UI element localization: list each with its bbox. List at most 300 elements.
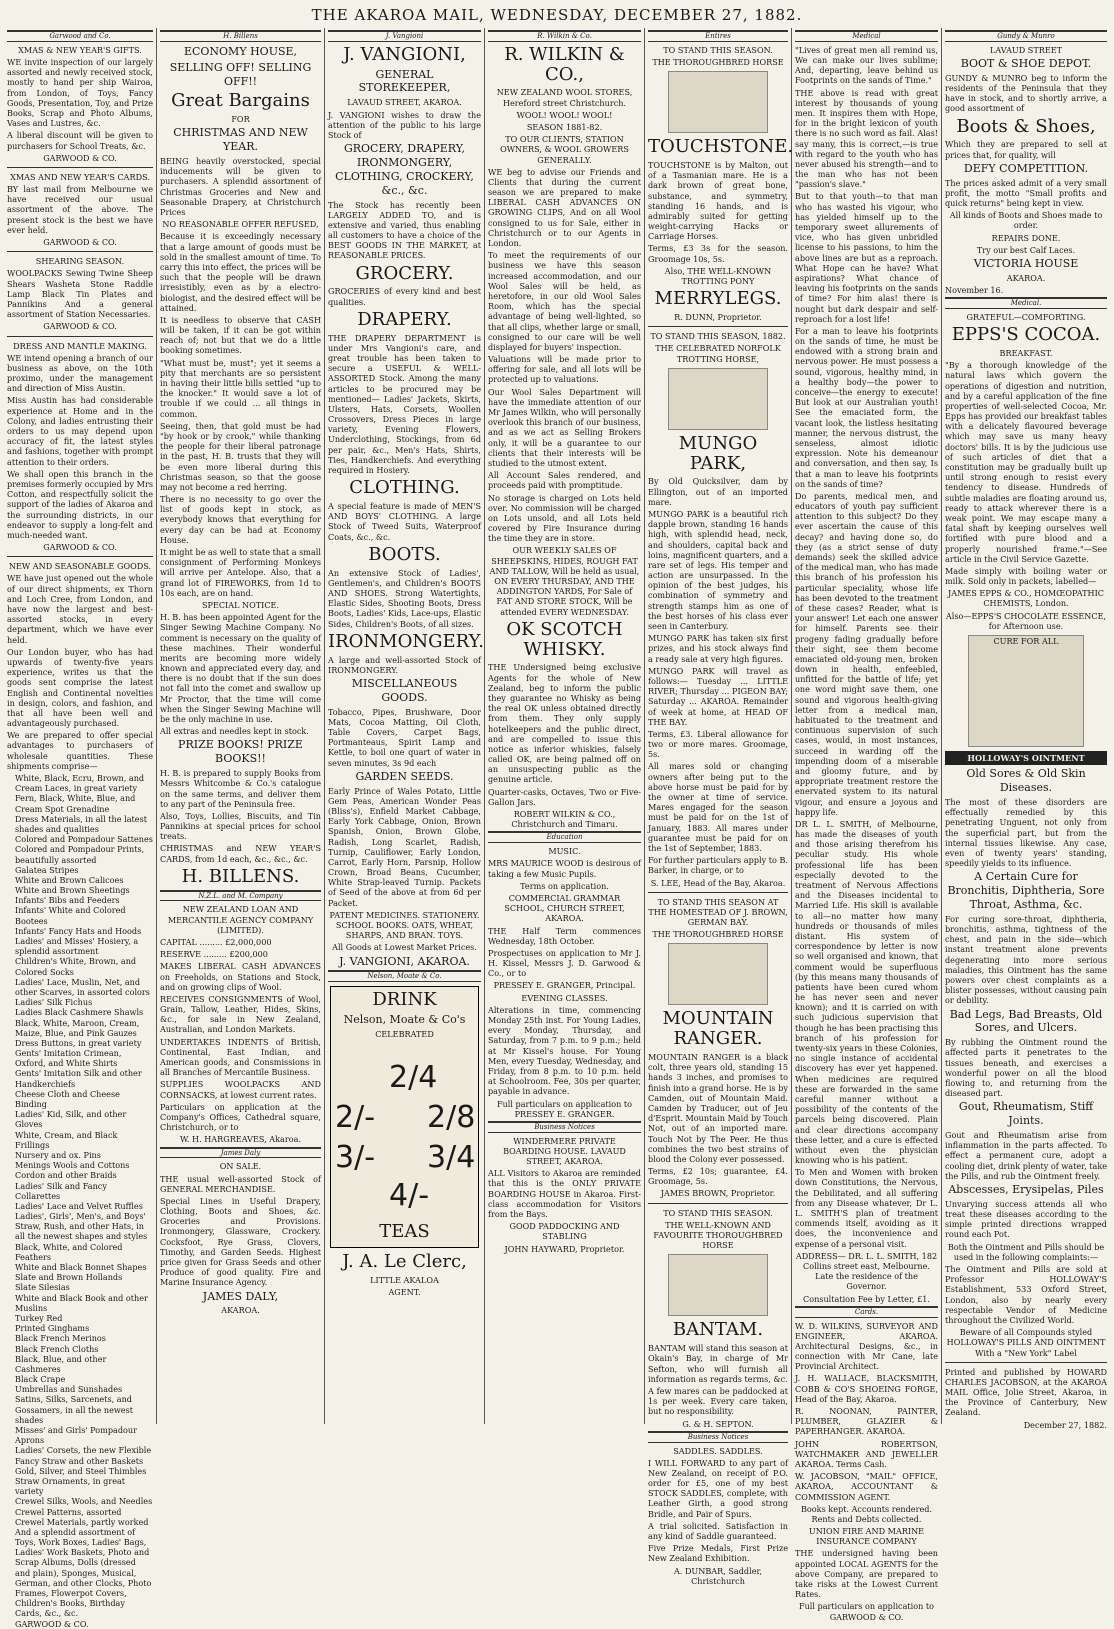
ad-heading: TO OUR CLIENTS, STATION OWNERS, & WOOL GROWERS GENERALLY.	[500, 134, 629, 165]
ad-text: REPAIRS DONE.	[991, 232, 1061, 243]
ad-display-title: DRINK	[372, 989, 437, 1011]
goods-list-item: Infants' Bibs and Feeders	[15, 895, 120, 906]
ad-text: NEW ZEALAND WOOL STORES, Hereford street Christchurch.	[496, 87, 633, 108]
ad-text: AKAROA.	[1006, 272, 1046, 283]
ad-heading: SEASON 1881-82.	[526, 121, 603, 132]
ad-heading: THE THOROUGHBRED HORSE	[652, 929, 784, 940]
column-header: Nelson, Moate & Co.	[328, 970, 481, 982]
ad-text: No storage is charged on Lots held over. No commission will be charged on Lots unsold, and all Lots held covered by Fire Insurance during the time they are in store.	[488, 492, 641, 544]
goods-list-item: Black Crape	[15, 1374, 66, 1385]
ad-signature: Full particulars on application to PRESSEY E. GRANGER.	[496, 1098, 633, 1119]
ad-signature: GARWOOD & CO.	[43, 542, 117, 553]
goods-list-item: White and Brown Sheetings	[15, 885, 130, 896]
ad-text: It is needless to observe that CASH will be taken, if it can be got within reach of; not but that we do a little booking sometimes.	[160, 314, 321, 356]
ad-text: LITTLE AKALOA	[370, 1275, 439, 1286]
ad-display-title: EPPS'S COCOA.	[951, 324, 1101, 346]
ad-heading: NEW AND SEASONABLE GOODS.	[8, 561, 152, 572]
ad-text: BEING heavily overstocked, special inducements will be given to purchasers. A splendid assortment of Christmas Groceries and New and Seasonable Drapery, at Christchurch Prices	[160, 156, 321, 218]
ad-text: Made simply with boiling water or milk. Sold only in packets, labelled—	[945, 565, 1107, 587]
ad-display-title: DRAPERY.	[357, 308, 452, 330]
ad-display-title: Great Bargains	[171, 90, 310, 112]
ad-text: The Ointment and Pills are sold at Professor HOLLOWAY'S Establishment, 533 Oxford Street, London, also by nearly every respectable Vendor of Medicine throughout the Civilized World.	[945, 1264, 1107, 1325]
goods-list-item: Infants' White and Colored Bootees	[15, 905, 126, 926]
masthead-title: THE AKAROA MAIL, WEDNESDAY, DECEMBER 27, 1882.	[311, 6, 803, 24]
ad-text: UNDERTAKES INDENTS of British, Continental, East Indian, and American goods, and Consmissions in all Branches of Mercantile Business.	[160, 1036, 321, 1078]
ad-heading: Gout, Rheumatism, Stiff Joints.	[958, 1100, 1094, 1128]
ad-heading: EVENING CLASSES.	[521, 992, 608, 1003]
ad-heading: GARDEN SEEDS.	[355, 769, 454, 783]
ad-text: THE Half Term commences Wednesday, 18th October.	[488, 925, 641, 946]
ad-text: Terms, £3 3s for the season. Groomage 10s, 5s.	[648, 243, 788, 264]
masthead	[0, 6, 1114, 24]
ad-heading: LAVAUD STREET	[989, 44, 1063, 55]
ad-heading: DRESS AND MANTLE MAKING.	[13, 340, 147, 351]
goods-list-item: Black, White, Maroon, Cream, Maize, Blue, and Pink Gauzes	[15, 1017, 140, 1038]
ad-heading: GROCERY, DRAPERY, IRONMONGERY, CLOTHING, CROCKERY, &c., &c.	[335, 142, 474, 197]
goods-list-item: Gold, Silver, and Steel Thimbles	[15, 1465, 147, 1476]
ad-text: ALL Visitors to Akaroa are reminded that this is the ONLY PRIVATE BOARDING HOUSE in Akaroa. First-class accommodation for Visitors from the Bays.	[488, 1168, 641, 1219]
goods-list-item: And a splendid assortment of Toys, Work Boxes, Ladies' Bags, Ladies' Work Baskets, Photo and Scrap Albums, Dolls (dressed and plain), Sponges, Musical, German, and other Clocks, Photo Frames, Flowerpot Covers, Children's Books, Birthday Cards, &c., &c.	[15, 1526, 152, 1619]
tea-price: 2/8	[427, 1100, 476, 1136]
ad-text: Do parents, medical men, and educators of youth pay sufficient attention to this subject? Do they ever ascertain the cause of this decay? and having done so, do they (as a strict sense of duty demands) seek the skilled advice of the medical man, who has made this branch of his profession his particular speciality, whose life has been devoted to the treatment of these cases? Reader, what is your answer! Let each one answer for himself. Parents see their progeny fading gradually before their sight, see them become emaciated old-young men, broken down in health, enfeebled, unfitted for the battle of life; yet one word might save them, one sound and vigorous health-giving letter from a medical man, habituated to the treatment and continuous supervision of such cases, would, in most instances, succeed in warding off the impending doom of a miserable and gloomy future, and by appropriate treatment restore the enervated system to its natural vigour, and ensure a joyous and happy life.	[795, 490, 938, 817]
ad-heading: PRIZE BOOKS! PRIZE BOOKS!!	[178, 738, 303, 766]
ad-text: An extensive Stock of Ladies', Gentlemen's, and Children's BOOTS AND SHOES. Strong Watertights, Elastic Sides, Shooting Boots, Dress Boots, Ladies' Kids, Lace-ups, Elastic Sides, Children's Boots, of all sizes.	[328, 567, 481, 629]
horse-engraving	[668, 1254, 768, 1316]
ad-text: "By a thorough knowledge of the natural laws which govern the operations of digestion and nutrition, and by a careful application of the fine properties of well-selected Cocoa, Mr. Epps has provided our breakfast tables with a delicately flavoured beverage which may save us many heavy doctors' bills. It is by the judicious use of such articles of diet that a constitution may be gradually built up until strong enough to resist every tendency to disease. Hundreds of subtle maladies are floating around us, ready to attack wherever there is a weak point. We may escape many a fatal shaft by keeping ourselves well fortified with pure blood and a properly nourished frame."—See article in the Civil Service Gazette.	[945, 360, 1107, 564]
ad-text: PATENT MEDICINES. STATIONERY. SCHOOL BOOKS. OATS, WHEAT, SHARPS, AND BRAN. TOYS.	[329, 909, 480, 941]
ad-heading: MISCELLANEOUS GOODS.	[351, 676, 458, 704]
goods-list-item: Black, Blue, and other Cashmeres	[15, 1353, 107, 1374]
column-header: Business Notices	[648, 1431, 788, 1443]
ad-heading: ECONOMY HOUSE,	[183, 44, 298, 58]
ad-text: To meet the requirements of our business we have this season increased accommodation, and our Wool Sales will be held, as heretofore, in our old Wool Sales Room, which has the special advantage of being well-lighted, so that all clips, whether large or small, consigned to our care will be well displayed for buyers' inspection.	[488, 250, 641, 352]
column-header: Garwood and Co.	[7, 30, 153, 42]
ad-text: A large and well-assorted Stock of IRONMONGERY.	[328, 654, 481, 675]
column-header: Business Notices	[488, 1121, 641, 1133]
ad-display-title: R. WILKIN & CO.,	[504, 43, 625, 85]
ad-text: Which they are prepared to sell at prices that, for quality, will	[945, 139, 1107, 160]
ad-text: All kinds of Boots and Shoes made to order.	[949, 210, 1103, 231]
goods-list-item: Misses' and Girls' Pompadour Aprons	[15, 1425, 137, 1446]
ad-text: MUNGO PARK is a beautiful rich dapple brown, standing 16 hands high, with splendid head, neck, and shoulders, capital back and loins, magnificent quarters, and a rare set of legs. His temper and action are unsurpassed. In the opinion of the best judges, his combination of symmetry and strength stamps him as one of the best horses of his class ever seen in Canterbury.	[648, 508, 788, 631]
goods-list-item: Turkey Red	[15, 1312, 63, 1323]
ad-text: Terms, £2 10s; guarantee, £4. Groomage, 5s.	[648, 1166, 788, 1187]
ad-display-title: BOOTS.	[368, 543, 441, 565]
ad-text: RESERVE ......... £200,000	[160, 949, 268, 960]
column-header: James Daly	[160, 1147, 321, 1159]
column-header: J. Vangioni	[328, 30, 481, 42]
ad-signature: JAMES BROWN, Proprietor.	[660, 1188, 776, 1199]
ad-signature: R. DUNN, Proprietor.	[674, 312, 762, 323]
ad-text: WE beg to advise our Friends and Clients that during the current season we are prepared to make LIBERAL CASH ADVANCES ON GROWING CLIPS, And on all Wool consigned to us for Sale, either in Christchurch or to our Agents in London.	[488, 166, 641, 249]
ad-signature: W. H. HARGREAVES, Akaroa.	[179, 1134, 302, 1145]
ad-text: SUPPLIES WOOLPACKS AND CORNSACKS, at lowest current rates.	[160, 1079, 321, 1100]
ad-signature: G. & H. SEPTON.	[682, 1418, 754, 1429]
ad-text: Five Prize Medals, First Prize New Zealand Exhibition.	[648, 1543, 788, 1564]
ad-text: For further particulars apply to B. Barker, in charge, or to	[648, 855, 788, 876]
goods-list-item: White, Cream, and Black Frillings	[15, 1129, 118, 1150]
ad-text: Special Lines in Useful Drapery, Clothing, Boots and Shoes, &c. Groceries and Provisions. Ironmongery, Glassware, Crockery. Cocksfoot, Rye Grass, Clovers, Timothy, and Garden Seeds. Highest price given for Grass Seeds and other Produce of good quality. Fire and Marine Insurance Agency.	[160, 1195, 321, 1288]
ad-text: AGENT.	[388, 1287, 421, 1298]
ad-heading: GENERAL STOREKEEPER,	[358, 67, 451, 95]
horse-engraving	[668, 368, 768, 430]
ad-signature: J. VANGIONI, AKAROA.	[339, 954, 470, 968]
ad-text: A few mares can be paddocked at 1s per week. Every care taken, but no responsibility.	[648, 1385, 788, 1417]
ad-text: Consultation Fee by Letter, £1.	[803, 1293, 930, 1304]
ad-heading: VICTORIA HOUSE	[973, 256, 1079, 270]
goods-list-item: Printed Ginghams	[15, 1323, 90, 1334]
ad-text: Valuations will be made prior to offering for sale, and all lots will be protected up to valuations.	[488, 354, 641, 385]
ad-text: H. B. is prepared to supply Books from Messrs Whitcombe & Co.'s catalogue on the same terms, and deliver them to any part of the Peninsula free.	[160, 768, 321, 809]
ad-signature: GARWOOD & CO.	[43, 152, 117, 163]
ad-heading: THE CELEBRATED NORFOLK TROTTING HORSE,	[655, 343, 781, 364]
ad-signature: AKAROA.	[221, 1305, 260, 1316]
ad-text: Early Prince of Wales Potato, Little Gem Peas, American Wonder Peas (Bliss's), Enfield Market Cabbage, Early York Cabbage, Onion, Brown Spanish, Onion, Brown Globe, Radish, Long Scarlet, Radish, Turnip, Cauliflower, Early London, Carrot, Early Horn, Parsnip, Hollow Crown, Broad Beans, Cucumber, White Strap-leaved Turnip. Packets of Seed of the above at from 6d per Packet.	[328, 785, 481, 908]
ad-display-title: J. VANGIONI,	[343, 43, 466, 65]
column-1	[4, 28, 157, 1629]
ad-heading: NO REASONABLE OFFER REFUSED,	[162, 219, 319, 230]
ad-text: JAMES EPPS & CO., HOMŒOPATHIC CHEMISTS, London.	[948, 588, 1104, 609]
ad-text: A trial solicited. Satisfaction in any kind of Saddle guaranteed.	[648, 1520, 788, 1542]
goods-list-item: Children's White, Brown, and Colored Socks	[15, 956, 137, 977]
ad-signature: PRESSEY E. GRANGER, Principal.	[493, 980, 636, 991]
ad-heading: Abscesses, Erysipelas, Piles	[948, 1183, 1104, 1197]
divider	[945, 1362, 1107, 1363]
ad-text: Beware of all Compounds styled HOLLOWAY'S PILLS AND OINTMENT With a "New York" Label	[946, 1327, 1106, 1358]
goods-list-item: Ladies' Silk and Fancy Collarettes	[15, 1180, 107, 1201]
ad-text: To Men and Women with broken down Constitutions, the Nervous, the Debilitated, and all suffering from any Disease whatever, Dr L. L. SMITH'S plan of treatment commends itself, avoiding as it does, the inconvenience and expense of a personal visit.	[795, 1167, 938, 1249]
ad-text: J. H. WALLACE, BLACKSMITH, COBB & CO'S SHOEING FORGE, Head of the Bay, Akaroa.	[795, 1373, 938, 1404]
ad-heading: WINDERMERE PRIVATE BOARDING HOUSE. LAVAUD STREET, AKAROA.	[503, 1135, 626, 1167]
ad-heading: XMAS AND NEW YEAR'S CARDS.	[10, 171, 150, 182]
goods-list-item: White and Brown Calicoes	[15, 874, 124, 885]
ad-text: BY last mail from Melbourne we have received our usual assortment of the above. The present stock is the best we have ever held.	[7, 184, 153, 235]
ad-text: I WILL FORWARD to any part of New Zealand, on receipt of P.O. order for £5, one of my best STOCK SADDLES, complete, with Leather Girth, a good strong Bridle, and Pair of Spurs.	[648, 1457, 788, 1519]
column-header: Cards.	[795, 1306, 938, 1318]
ad-text: WE have just opened out the whole of our direct shipments, ex Thorn and Loch Cree, from London, and have now the largest and best-assorted stocks, in every department, which we have ever held.	[7, 573, 153, 645]
divider	[648, 326, 788, 327]
ad-text: WE invite inspection of our largely assorted and newly received stock, mostly to hand per ship Wairoa, from London, of Toys, Fancy Goods, Presentation, Toy, and Prize Books, Scrap and Photo Albums, Vases and Lustres, &c.	[7, 57, 153, 129]
ad-text: Also—EPPS'S CHOCOLATE ESSENCE, for Afternoon use.	[945, 610, 1107, 631]
goods-list-item: Slate Silesias	[15, 1282, 70, 1293]
ad-display-title: H. BILLENS.	[181, 865, 300, 887]
ad-heading: NEW ZEALAND LOAN AND MERCANTILE AGENCY COMPANY (LIMITED).	[167, 904, 314, 935]
ad-heading: THE THOROUGHBRED HORSE	[652, 57, 784, 67]
goods-list-item: Ladies' and Misses' Hosiery, a splendid assortment	[15, 936, 139, 957]
ad-display-title: IRONMONGERY.	[328, 630, 484, 652]
goods-list-item: White and Black Book and other Muslins	[15, 1292, 148, 1313]
ad-text: Terms, £3. Liberal allowance for two or more mares. Groomage, 5s.	[648, 728, 788, 760]
ad-text: JOHN ROBERTSON, WATCHMAKER AND JEWELLER AKAROA. Terms Cash.	[795, 1438, 938, 1469]
goods-list	[7, 773, 153, 1629]
ad-text: November 16.	[945, 285, 1004, 295]
ad-signature: Full particulars on application to GARWOOD & CO.	[798, 1601, 935, 1622]
ad-signature: A. DUNBAR, Saddler, Christchurch	[673, 1565, 763, 1586]
column-7	[942, 28, 1110, 1430]
goods-list-item: Black French Cloths	[15, 1343, 99, 1354]
ad-text: ADDRESS— DR. L. L. SMITH, 182 Collins street east, Melbourne. Late the residence of the Governor.	[795, 1250, 938, 1292]
goods-list-item: Crewel Materials, partly worked	[15, 1516, 149, 1527]
ad-text: Tobacco, Pipes, Brushware, Door Mats, Cocoa Matting, Oil Cloth, Table Covers, Carpet Bags, Portmanteaus, Spirit Lamp and Kettle, to boil one quart of water in seven minutes, 3s 9d each	[328, 706, 481, 768]
ad-text: CHRISTMAS and NEW YEAR'S CARDS, from 1d each, &c., &c., &c.	[160, 843, 321, 864]
divider	[7, 167, 153, 168]
ad-text: THE Undersigned being exclusive Agents for the whole of New Zealand, beg to inform the public they guarantee no Whisky as being the real OK unless obtained directly from them. They only supply hotelkeepers and the public direct, and are compelled to issue this notice as inferior whiskies, falsely called OK, are being palmed off on an unsuspecting public as the genuine article.	[488, 662, 641, 785]
ad-text: By Old Quicksilver, dam by Ellington, out of an imported mare.	[648, 476, 788, 507]
ad-text: J. VANGIONI wishes to draw the attention of the public to his large Stock of	[328, 109, 481, 140]
ad-text: THE DRAPERY DEPARTMENT is under Mrs Vangioni's care, and great trouble has been taken to secure a USEFUL & WELL-ASSORTED Stock. Among the many articles to be procured may be mentioned— Ladies' Jackets, Skirts, Ulsters, Hats, Corsets, Woollen Crossovers, Dress Pieces in large variety, Evening Flowers, Underclothing, Stockings, from 6d per pair, &c., Men's Hats, Shirts, Ties, Handkerchiefs. And everything required in Hosiery.	[328, 332, 481, 476]
ad-text: W. D. WILKINS, SURVEYOR AND ENGINEER, AKAROA. Architectural Designs, &c., in connection with Mr Cane, late Provincial Architect.	[795, 1320, 938, 1372]
ad-heading: Old Sores & Old Skin Diseases.	[966, 767, 1086, 795]
ad-display-title: MUNGO PARK,	[678, 432, 758, 474]
tea-advert	[330, 986, 479, 1248]
ad-text: But to that youth—to that man who has wasted his vigour, who has yielded himself up to the temporary sweet allurements of vice, who has given unbridled license to his passions, to him the above lines are but as a reproach. What Hope can he have? What aspirations? What chance of leaving his footprints on the sands of time? For him alas! there is nought but dark despair and self-reproach for a lost life!	[795, 191, 938, 324]
goods-list-item: Cordon and other Braids	[15, 1170, 117, 1181]
ad-text: MUNGO PARK has taken six first prizes, and his stock always find a ready sale at very high figures.	[648, 633, 788, 664]
ad-heading: UNION FIRE AND MARINE INSURANCE COMPANY	[808, 1526, 925, 1547]
ad-text: Quarter-casks, Octaves, Two or Five-Gallon Jars.	[488, 786, 641, 807]
ad-display-title: BANTAM.	[672, 1319, 764, 1341]
goods-list-item: Umbrellas and Sunshades	[15, 1384, 123, 1395]
ad-heading: Bad Legs, Bad Breasts, Old Sores, and Ulcers.	[949, 1007, 1103, 1035]
column-3	[325, 28, 485, 1424]
ad-text: The Stock has recently been LARGELY ADDED TO, and is extensive and varied, thus enabling all customers to have a choice of the BEST GOODS IN THE MARKET, at REASONABLE PRICES.	[328, 199, 481, 261]
goods-list-item: Ladies Black Cashmere Shawls	[15, 1007, 144, 1018]
ad-text: All mares sold or changing owners after being put to the above horse must be paid for by the owner at time of service. Mares engaged for the season must be paid for on the 1st of January, 1883. All mares under guarantee must be paid for on the 1st of September, 1883.	[648, 761, 788, 853]
ad-text: A special feature is made of MEN'S AND BOYS' CLOTHING. A large Stock of Tweed Suits, Waterproof Coats, &c., &c.	[328, 501, 481, 542]
ad-heading: Nelson, Moate & Co's	[343, 1013, 466, 1027]
ad-heading: MUSIC.	[548, 846, 581, 857]
ad-text: MRS MAURICE WOOD is desirous of taking a few Music Pupils.	[488, 858, 641, 879]
ad-text: Alterations in time, commencing Monday 25th inst. For Young Ladies, every Monday, Thursday, and Saturday, from 7 p.m. to 9 p.m.; held at Mr Kissel's house. For Young Men, every Tuesday, Wednesday, and Friday, from 8 p.m. to 10 p.m. held at Schoolroom. Fee, 30s per quarter, payable in advance.	[488, 1004, 641, 1097]
ad-signature: JOHN HAYWARD, Proprietor.	[504, 1243, 625, 1254]
tea-price: 4/-	[389, 1178, 430, 1214]
ad-signature: ROBERT WILKIN & CO., Christchurch and Timaru.	[511, 809, 618, 830]
ad-heading: COMMERCIAL GRAMMAR SCHOOL, CHURCH STREET, AKAROA.	[504, 892, 625, 924]
ad-text: W. JACOBSON, "MAIL" OFFICE, AKAROA, ACCOUNTANT & COMMISSION AGENT.	[795, 1471, 938, 1502]
ad-text: Terms on application.	[520, 880, 609, 891]
ad-text: BANTAM will stand this season at Okain's Bay, in charge of Mr Sefton, who will furnish all information as regards terms, &c.	[648, 1343, 788, 1384]
goods-list-item: Black, White, and Colored Feathers	[15, 1241, 123, 1262]
imprint: Printed and published by HOWARD CHARLES JACOBSON, at the AKAROA MAIL Office, Jolie Street, Akaroa, in the Province of Canterbury, New Zealand.	[945, 1366, 1107, 1418]
ad-text: GUNDY & MUNRO beg to inform the residents of the Peninsula that they have in stock, and to shortly arrive, a good assortment of	[945, 72, 1107, 114]
ad-text: "What must be, must"; yet it seems a pity that merchants are so persistent in having their little bills settled "up to the knocker." It would save a lot of trouble if we could ... all things in common.	[160, 357, 321, 419]
column-header: Medical	[795, 30, 938, 42]
ad-text: The most of these disorders are effectually remedied by this penetrating Unguent, not only from the superficial part, but from the internal tissues likewise. Any case, even of twenty years' standing, speedily yields to its influence.	[945, 796, 1107, 869]
tea-price: 2/-	[335, 1100, 376, 1136]
ad-text: MAKES LIBERAL CASH ADVANCES on Freeholds, on Stations and Stock, and on growing clips of Wool.	[160, 961, 321, 992]
ad-heading: SPECIAL NOTICE.	[201, 599, 280, 610]
ad-text: Also, Toys, Lollies, Biscuits, and Tin Pannikins at special prices for school treats.	[160, 810, 321, 842]
ad-text: We shall open this branch in the premises formerly occupied by Mrs Cotton, and respectfully solicit the support of the ladies of Akaroa and the surrounding districts, in our endeavor to supply a long-felt and much-needed want.	[7, 468, 153, 540]
holloway-engraving	[968, 635, 1083, 747]
goods-list-item: Gents' Imitation Crimean, Oxford, and White Shirts	[15, 1048, 122, 1069]
goods-list-item: Infants' Fancy Hats and Hoods	[15, 925, 142, 936]
goods-list-item: Ladies' Lace, Muslin, Net, and other Scarves, in assorted colors	[15, 976, 150, 997]
goods-list-item: Ladies' Corsets, the new Flexible	[15, 1445, 152, 1456]
divider	[7, 556, 153, 557]
goods-list-item: Cheese Cloth and Cheese Binding	[15, 1088, 120, 1109]
ad-display-title: Boots & Shoes,	[956, 115, 1096, 137]
ad-text: TOUCHSTONE is by Malton, out of a Tasmanian mare. He is a dark brown of great bone, substance, and symmetry, standing 16 hands, and is admirably suited for getting weight-carrying Hacks or Carriage Horses.	[648, 159, 788, 242]
goods-list-item: Ladies', Girls', Men's, and Boys' Straw, Rush, and other Hats, in all the newest shapes and styles	[15, 1211, 148, 1242]
imprint-date: December 27, 1882.	[1023, 1419, 1107, 1430]
ad-display-title: GROCERY.	[355, 262, 454, 284]
divider	[7, 336, 153, 337]
ad-text: Our London buyer, who has had upwards of twenty-five years experience, writes us that the goods sent comprise the latest English and Continental novelties in design, colors, and fashion, and that all have been well and advantageously purchased.	[7, 646, 153, 729]
goods-list-item: Fancy Straw and other Baskets	[15, 1455, 144, 1466]
column-header: Medical.	[945, 297, 1107, 309]
column-header: Education	[488, 831, 641, 843]
goods-list-item: Slate and Brown Hollands	[15, 1272, 123, 1283]
goods-list-item: Galatea Stripes	[15, 864, 79, 875]
ad-heading: DEFY COMPETITION.	[963, 161, 1089, 175]
ad-display-title: MERRYLEGS.	[654, 288, 782, 310]
ad-display-title: TOUCHSTONE.	[648, 136, 794, 158]
ad-text: Both the Ointment and Pills should be used in the following complaints:—	[947, 1241, 1105, 1262]
goods-list-item: Gents' Imitation Silk and other Handkerchiefs	[15, 1068, 142, 1089]
ad-text: We are prepared to offer special advantages to purchasers of wholesale quantities. These shipments comprise—	[7, 730, 153, 771]
ad-text: Particulars on application at the Company's Offices, Cathedral square, Christchurch, or to	[160, 1101, 321, 1133]
ad-text: H. B. has been appointed Agent for the Singer Sewing Machine Company. No comment is necessary on the quality of these machines. Their wonderful merits are becoming more widely known and appreciated every day, and there is no doubt that if the sun does not fall into the comet and swallow up Mr Proctor, that the time will come when the Singer Sewing Machine will be the only machine in use.	[160, 612, 321, 725]
ad-text: It might be as well to state that a small consignment of Performing Monkeys will arrive per Antelope. Also, that a grand lot of FIREWORKS, from 1d to 10s each, are on hand.	[160, 547, 321, 598]
ad-heading: WOOL! WOOL! WOOL!	[516, 109, 613, 120]
ad-heading: TO STAND THIS SEASON, 1882.	[650, 331, 786, 342]
ad-heading: BREAKFAST.	[999, 347, 1053, 358]
ad-signature: GARWOOD & CO.	[43, 237, 117, 247]
ad-text: Our Wool Sales Department will have the immediate attention of our Mr James Wilkin, who will personally overlook this branch of our business, and as we act as Selling Brokers only, it will be a guarantee to our clients that their interests will be studied to the utmost extent.	[488, 386, 641, 468]
ad-text: R. NOONAN, PAINTER, PLUMBER, GLAZIER & PAPERHANGER. AKAROA.	[795, 1406, 938, 1437]
ad-text: Because it is exceedingly necessary that a large amount of goods must be sold in the smallest amount of time. To carry this into effect, the prices will be such that the people will be drawn irresistibly, even as by a electro-biologist, and the desired effect will be attained.	[160, 231, 321, 313]
goods-list-item: Crewel Patterns, assorted	[15, 1506, 122, 1517]
ad-text: GROCERIES of every kind and best qualities.	[328, 286, 481, 307]
goods-list-item: Straw Ornaments, in great variety	[15, 1475, 126, 1497]
column-4	[485, 28, 645, 1424]
goods-list-item: Ladies' Silk Fichus	[15, 997, 93, 1008]
ad-text: Seeing, then, that gold must be had "by hook or by crook," while thanking the people for their liberal patronage in the past, H. B. trusts that they will be even more liberal during this Christmas season, so that the goose may not become a red herring.	[160, 420, 321, 492]
ad-text: CELEBRATED	[375, 1028, 434, 1039]
ad-text: OUR WEEKLY SALES OF SHEEPSKINS, HIDES, ROUGH FAT AND TALLOW, Will be held as usual, ON EVERY THURSDAY, AND THE ADDINGTON YARDS, For Sale of FAT AND STORE STOCK, Will be attended EVERY WEDNESDAY.	[489, 545, 640, 617]
goods-list-item: White, Black, Ecru, Brown, and Cream Laces, in great variety	[15, 773, 145, 794]
ad-text: "Lives of great men all remind us, We can make our lives sublime; And, departing, leave behind us Footprints on the sands of Time."	[795, 44, 938, 86]
ad-text: THE usual well-assorted Stock of GENERAL MERCHANDISE.	[160, 1173, 321, 1194]
goods-list-item: Menings Wools and Cottons	[15, 1160, 130, 1171]
ad-signature: GARWOOD & CO.	[43, 321, 117, 332]
goods-list-item: Fern, Black, White, Blue, and Cream Spot Grenadine	[15, 793, 136, 814]
goods-list-item: Colored and Pompadour Sattenes	[15, 834, 153, 845]
ad-text: THE undersigned having been appointed LOCAL AGENTS for the above Company, are prepared to take risks at the Lowest Current Rates.	[795, 1548, 938, 1600]
ad-text: All Goods at Lowest Market Prices.	[332, 942, 477, 953]
ad-text: A liberal discount will be given to purchasers for School Treats, &c.	[7, 130, 153, 151]
column-5	[645, 28, 794, 1586]
ad-heading: BOOT & SHOE DEPOT.	[960, 57, 1092, 70]
ad-heading: XMAS & NEW YEAR'S GIFTS.	[18, 44, 142, 55]
ad-heading: SADDLES. SADDLES.	[673, 1445, 763, 1456]
ad-text: CAPITAL ......... £2,000,000	[160, 936, 272, 947]
ad-text: All Account Sales rendered, and proceeds paid with promptitude.	[488, 470, 641, 491]
goods-list-item: Ladies' Lace and Velvet Ruffles	[15, 1200, 143, 1211]
ad-heading: GRATEFUL—COMFORTING.	[966, 312, 1086, 322]
engraving-caption: CURE FOR ALL	[993, 636, 1059, 647]
goods-list-item: Crewel Silks, Wools, and Needles	[15, 1496, 153, 1507]
ad-heading: CHRISTMAS AND NEW YEAR.	[173, 126, 308, 154]
goods-list-item: Satins, Silks, Sarcenets, and Gossamers, in all the newest shades	[15, 1394, 134, 1425]
ad-text: LAVAUD STREET, AKAROA.	[347, 97, 462, 108]
ad-text: FOR	[231, 114, 250, 125]
ad-heading: THE WELL-KNOWN AND FAVOURITE THOROUGHBRED HORSE	[653, 1219, 783, 1251]
ad-text: The prices asked admit of a very small profit, the motto "Small profits and quick returns" being kept in view.	[945, 177, 1107, 209]
goods-list-item: White and Black Bonnet Shapes	[15, 1262, 147, 1272]
ad-display-title: TEAS	[379, 1221, 430, 1243]
ad-text: GOOD PADDOCKING AND STABLING	[509, 1221, 620, 1242]
ad-text: MUNGO PARK will travel as follows:— Tuesday ... LITTLE RIVER; Thursday ... PIGEON BAY; Saturday ... AKAROA. Remainder of week at home, at HEAD OF THE BAY.	[648, 665, 788, 727]
ad-signature: S. LEE, Head of the Bay, Akaroa.	[650, 877, 786, 888]
ad-heading: SELLING OFF! SELLING OFF!!	[169, 60, 312, 88]
ad-text: Books kept. Accounts rendered. Rents and Debts collected.	[800, 1503, 933, 1524]
ad-display-title: MOUNTAIN RANGER.	[662, 1008, 774, 1050]
ad-heading: ON SALE.	[219, 1161, 262, 1172]
ad-text: For a man to leave his footprints on the sands of time, he must be endowed with a strong brain and nervous power. He must possess a sound, vigorous, healthy mind, in a healthy body—the power to conceive—the energy to execute! But look at our Australian youth! See the emaciated form, the vacant look, the listless hesitating manner, the nervous distrust, the senseless, almost idiotic expression. Note his demeanour and conversation, and then say, Is that a man to leave his footprints on the sands of time?	[795, 325, 938, 489]
goods-list-item: Dress Buttons, in great variety	[15, 1037, 142, 1048]
horse-engraving	[668, 943, 768, 1005]
horse-engraving	[668, 71, 768, 133]
ad-heading: A Certain Cure for Bronchitis, Diphtheria, Sore Throat, Asthma, &c.	[947, 870, 1105, 911]
tea-price: 3/4	[427, 1140, 476, 1176]
ad-text: RECEIVES CONSIGNMENTS of Wool, Grain, Tallow, Leather, Hides, Skins, &c., for sale in New Zealand, Australian, and London Markets.	[160, 993, 321, 1035]
column-2	[157, 28, 325, 1424]
ad-heading: TO STAND THIS SEASON.	[663, 1207, 773, 1218]
ad-text: By rubbing the Ointment round the affected parts it penetrates to the tissues beneath, and exercises a wonderful power on all the blood flowing to, and returning from the diseased part.	[945, 1037, 1107, 1099]
ad-heading: SHEARING SEASON.	[35, 256, 125, 267]
ad-display-title: CLOTHING.	[349, 477, 460, 499]
ad-text: Prospectuses on application to Mr J. H. Kissel, Messrs J. D. Garwood & Co., or to	[488, 947, 641, 979]
column-header: Gundy & Munro	[945, 30, 1107, 42]
ad-text: Also, THE WELL-KNOWN TROTTING PONY	[664, 265, 772, 287]
ad-text: WE intend opening a branch of our business as above, on the 10th proximo, under the management and direction of Miss Austin.	[7, 352, 153, 394]
ad-heading: TO STAND THIS SEASON AT THE HOMESTEAD OF J. BROWN, GERMAN BAY.	[648, 896, 788, 928]
column-header: R. Wilkin & Co.	[488, 30, 641, 42]
ad-text: Unvarying success attends all who treat these diseases according to the simple printed directions wrapped round each Pot.	[945, 1198, 1107, 1240]
column-6	[792, 28, 942, 1622]
ad-text: All extras and needles kept in stock.	[160, 726, 309, 737]
divider	[648, 892, 788, 893]
ad-heading: JAMES DALY,	[202, 1289, 279, 1303]
ad-text: Miss Austin has had considerable experience at Home and in the Colony, and ladies entrusting their orders to us may depend upon accuracy of fit, the latest styles and fashions, together with prompt attention to their orders.	[7, 395, 153, 467]
column-header: N.Z.L. and M. Company	[160, 890, 321, 902]
ad-banner: HOLLOWAY'S OINTMENT	[945, 751, 1107, 765]
goods-list-item: Colored and Pompadour Prints, beautifully assorted	[15, 844, 145, 865]
divider	[648, 1203, 788, 1204]
goods-list-item: Black French Merinos	[15, 1333, 106, 1344]
goods-list-item: GARWOOD & CO.	[15, 1618, 89, 1629]
ad-heading: TO STAND THIS SEASON.	[663, 44, 773, 55]
ad-text: MOUNTAIN RANGER is a black colt, three years old, standing 15 hands 3 inches, and promises to finish into a grand horse. He is by Camden, out of Mountain Maid. Camden by Traducer, out of Jeu d'Esprit. Mountain Maid by Touch Not, out of an imported mare. Touch Not by The Peer. He thus combines the two best strains of blood the Colony ever possessed.	[648, 1052, 788, 1164]
goods-list-item: Nursery and ox. Pins	[15, 1149, 101, 1160]
goods-list-item: Dress Materials, in all the latest shades and qualities	[15, 813, 147, 834]
goods-list-item: Ladies' Kid, Silk, and other Gloves	[15, 1109, 127, 1130]
divider	[7, 251, 153, 252]
ad-text: For curing sore-throat, diphtheria, bronchitis, asthma, tightness of the chest, and pain in the side—which instant treatment alone prevents degenerating into more serious maladies, this Ointment has the same powers over chest complaints as a blister possesses, without causing pain or debility.	[945, 913, 1107, 1006]
column-header: Entires	[648, 30, 788, 42]
ad-text: THE above is read with great interest by thousands of young men. It inspires them with Hope, for in the bright lexicon of youth there is no such word as fail. Alas! say many, this is correct,—is true with regard to the youth who has never abused his strength—and to the man who has not been "passion's slave."	[795, 87, 938, 190]
tea-price: 2/4	[389, 1060, 438, 1096]
ad-text: Gout and Rheumatism arise from inflammation in the parts affected. To effect a permanent cure, adopt a cooling diet, drink plenty of water, take the Pills, and rub the Ointment freely.	[945, 1130, 1108, 1181]
ad-display-title: OK SCOTCH WHISKY.	[506, 618, 623, 660]
ad-text: Try our best Calf Laces.	[976, 244, 1076, 255]
ad-text: DR L. L. SMITH, of Melbourne, has made the diseases of youth and those arising therefrom his peculiar study. His whole professional life has been especially devoted to the treatment of Nervous Affections and the Diseases incidental to Married Life. His skill is available to all—no matter how many hundreds or thousands of miles distant. His system of correspondence by letter is now so well organised and known, that comment would be superfluous (by this means many thousands of patients have been cured whom he has never seen and never known); and it is carried on with such judicious supervision that though he has been practising this branch of his profession for twenty-six years in these Colonies, no single instance of accidental discovery has ever yet happened. When medicines are required these are forwarded in the same careful manner without a possibility of the contents of the parcels being discovered. Plain and clear directions accompany these letter, and a cure is effected without even the physician knowing who is his patient.	[795, 818, 938, 1166]
column-header: H. Billens	[160, 30, 321, 42]
tea-price: 3/-	[335, 1140, 376, 1176]
ad-display-title: J. A. Le Clerc,	[342, 1251, 467, 1273]
